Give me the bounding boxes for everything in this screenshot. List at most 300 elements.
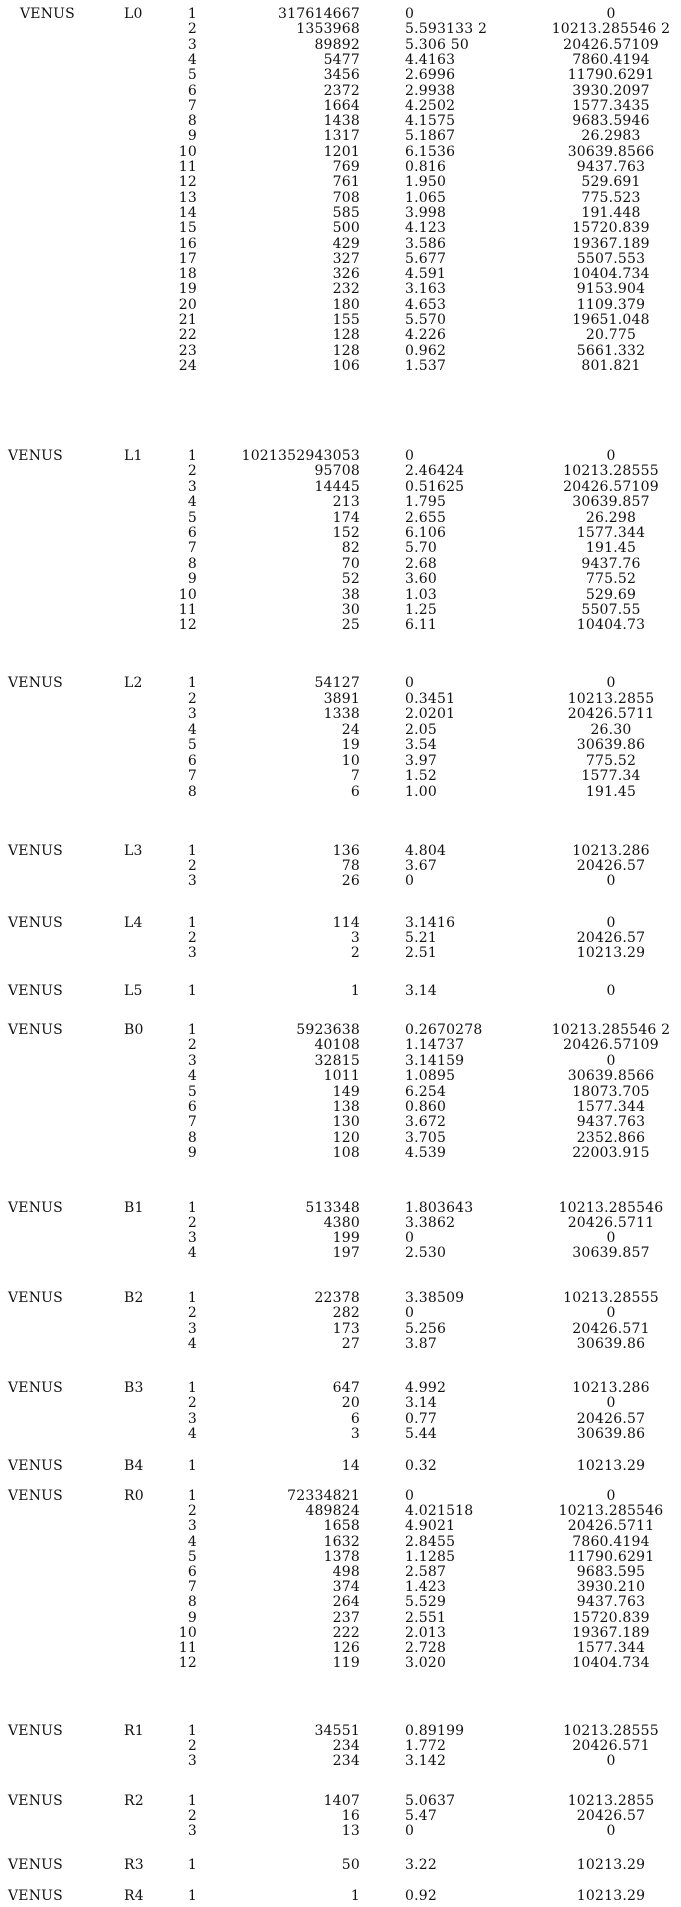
phase-b: 0 [405, 675, 415, 691]
table-row [0, 1738, 681, 1754]
term-index: 2 [187, 690, 197, 707]
table-row [0, 540, 681, 556]
term-index: 1 [187, 1488, 197, 1504]
phase-b: 1.52 [405, 768, 437, 784]
table-row [0, 768, 681, 784]
planet-label: VENUS [8, 1458, 63, 1474]
amplitude-a: 761 [332, 174, 360, 191]
frequency-c: 1577.34 [581, 768, 641, 784]
series-label: R3 [124, 1857, 144, 1873]
table-row [0, 1808, 681, 1824]
amplitude-a: 234 [332, 1738, 360, 1755]
planet-label: VENUS [8, 1488, 63, 1504]
table-row [0, 6, 681, 22]
amplitude-a: 769 [332, 159, 360, 175]
table-row [0, 1336, 681, 1352]
amplitude-a: 237 [332, 1609, 360, 1626]
series-label: B4 [124, 1458, 144, 1474]
frequency-c: 1109.379 [576, 296, 646, 313]
planet-label: VENUS [8, 1888, 63, 1904]
term-index: 14 [178, 204, 197, 221]
phase-b: 4.021518 [405, 1503, 474, 1520]
amplitude-a: 489824 [305, 1503, 360, 1520]
table-row [0, 1380, 681, 1396]
phase-b: 0 [405, 1230, 415, 1246]
amplitude-a: 1353968 [296, 21, 360, 38]
frequency-c: 5507.55 [581, 602, 641, 618]
term-index: 22 [178, 327, 197, 344]
amplitude-a: 152 [332, 525, 360, 541]
phase-b: 6.106 [405, 525, 447, 541]
term-index: 3 [187, 1320, 197, 1337]
frequency-c: 30639.8566 [567, 1068, 655, 1085]
phase-b: 1.772 [405, 1738, 447, 1755]
table-row [0, 52, 681, 68]
phase-b: 6.254 [405, 1083, 447, 1100]
table-row [0, 510, 681, 526]
amplitude-a: 264 [332, 1594, 360, 1611]
term-index: 3 [187, 873, 197, 889]
series-group-r2 [0, 1793, 681, 1842]
series-group-r3 [0, 1857, 681, 1876]
term-index: 12 [178, 174, 197, 191]
term-index: 3 [187, 1230, 197, 1246]
term-index: 4 [187, 1068, 197, 1085]
frequency-c: 775.52 [585, 752, 637, 769]
phase-b: 3.705 [405, 1129, 447, 1146]
amplitude-a: 1 [350, 983, 360, 999]
amplitude-a: 72334821 [287, 1488, 360, 1504]
phase-b: 1.25 [405, 602, 437, 618]
planet-label: VENUS [8, 983, 63, 999]
frequency-c: 20426.5711 [567, 1518, 655, 1535]
term-index: 2 [187, 1738, 197, 1755]
term-index: 3 [187, 1410, 197, 1427]
frequency-c: 3930.2097 [572, 82, 650, 99]
frequency-c: 9683.595 [576, 1564, 646, 1580]
series-group-b1 [0, 1200, 681, 1264]
term-index: 6 [187, 82, 197, 99]
amplitude-a: 25 [341, 617, 360, 634]
phase-b: 5.0637 [405, 1793, 456, 1809]
planet-label: VENUS [20, 6, 75, 22]
phase-b: 0.32 [405, 1458, 437, 1474]
amplitude-a: 500 [332, 220, 360, 237]
frequency-c: 20426.5711 [567, 706, 655, 722]
term-index: 20 [178, 296, 197, 313]
frequency-c: 9437.763 [576, 1594, 646, 1611]
amplitude-a: 222 [332, 1624, 360, 1641]
table-row [0, 587, 681, 603]
phase-b: 1.803643 [405, 1200, 474, 1216]
frequency-c: 0 [606, 1488, 616, 1504]
frequency-c: 20426.57109 [563, 36, 659, 53]
table-row [0, 1458, 681, 1474]
frequency-c: 10213.29 [576, 1857, 646, 1873]
table-row [0, 1610, 681, 1626]
frequency-c: 15720.839 [572, 220, 650, 237]
term-index: 6 [187, 752, 197, 769]
phase-b: 2.6996 [405, 67, 456, 84]
table-row [0, 1114, 681, 1130]
amplitude-a: 1632 [323, 1533, 360, 1550]
term-index: 1 [187, 983, 197, 999]
phase-b: 1.537 [405, 357, 447, 374]
phase-b: 4.992 [405, 1380, 447, 1396]
table-row [0, 1518, 681, 1534]
phase-b: 0.816 [405, 159, 447, 175]
amplitude-a: 108 [332, 1145, 360, 1162]
amplitude-a: 282 [332, 1305, 360, 1322]
planet-label: VENUS [8, 1380, 63, 1396]
phase-b: 2.551 [405, 1609, 447, 1626]
term-index: 1 [187, 1200, 197, 1216]
frequency-c: 7860.4194 [572, 51, 650, 68]
table-row [0, 251, 681, 267]
phase-b: 3.14159 [405, 1052, 465, 1069]
amplitude-a: 234 [332, 1753, 360, 1770]
term-index: 1 [187, 843, 197, 859]
series-group-b4 [0, 1458, 681, 1477]
series-label: R1 [124, 1723, 144, 1739]
phase-b: 1.03 [405, 586, 437, 603]
planet-label: VENUS [8, 915, 63, 931]
term-index: 6 [187, 525, 197, 541]
table-row [0, 1200, 681, 1216]
table-row [0, 297, 681, 313]
amplitude-a: 374 [332, 1579, 360, 1596]
amplitude-a: 126 [332, 1640, 360, 1656]
term-index: 3 [187, 945, 197, 961]
term-index: 5 [187, 737, 197, 753]
frequency-c: 20.775 [585, 327, 637, 344]
term-index: 4 [187, 1336, 197, 1353]
frequency-c: 10404.734 [572, 266, 650, 283]
frequency-c: 1577.344 [576, 525, 646, 541]
table-row [0, 1245, 681, 1261]
series-label: L5 [124, 983, 143, 999]
series-label: R2 [124, 1793, 144, 1809]
frequency-c: 10213.285546 2 [551, 21, 671, 38]
series-label: L2 [124, 675, 143, 691]
amplitude-a: 89892 [314, 36, 360, 53]
table-row [0, 1022, 681, 1038]
term-index: 5 [187, 509, 197, 526]
term-index: 7 [187, 768, 197, 784]
term-index: 10 [178, 586, 197, 603]
term-index: 19 [178, 281, 197, 298]
phase-b: 3.14 [405, 983, 437, 999]
amplitude-a: 128 [332, 342, 360, 359]
amplitude-a: 155 [332, 312, 360, 328]
phase-b: 5.47 [405, 1808, 437, 1824]
frequency-c: 11790.6291 [567, 67, 655, 84]
table-row [0, 1640, 681, 1656]
term-index: 15 [178, 220, 197, 237]
table-row [0, 1215, 681, 1231]
amplitude-a: 708 [332, 189, 360, 206]
frequency-c: 0 [606, 915, 616, 931]
table-row [0, 113, 681, 129]
frequency-c: 20426.57 [576, 1808, 646, 1824]
phase-b: 0.860 [405, 1099, 447, 1115]
phase-b: 0.3451 [405, 690, 456, 707]
series-group-l5 [0, 983, 681, 1002]
table-row [0, 556, 681, 572]
frequency-c: 20426.57109 [563, 478, 659, 495]
table-row [0, 722, 681, 738]
series-group-l0 [0, 6, 681, 377]
table-row [0, 448, 681, 464]
table-row [0, 128, 681, 144]
phase-b: 3.67 [405, 858, 437, 874]
frequency-c: 19367.189 [572, 1624, 650, 1641]
amplitude-a: 585 [332, 204, 360, 221]
term-index: 2 [187, 1395, 197, 1412]
table-row [0, 784, 681, 800]
table-row [0, 190, 681, 206]
frequency-c: 0 [606, 1823, 616, 1839]
table-row [0, 1411, 681, 1427]
frequency-c: 10213.29 [576, 1458, 646, 1474]
frequency-c: 10213.285546 2 [551, 1022, 671, 1038]
term-index: 2 [187, 858, 197, 874]
term-index: 1 [187, 915, 197, 931]
phase-b: 2.013 [405, 1624, 447, 1641]
frequency-c: 0 [606, 1395, 616, 1412]
table-row [0, 1321, 681, 1337]
term-index: 2 [187, 21, 197, 38]
term-index: 2 [187, 930, 197, 946]
term-index: 11 [178, 159, 197, 175]
phase-b: 6.1536 [405, 143, 456, 160]
frequency-c: 801.821 [581, 357, 641, 374]
term-index: 1 [187, 1290, 197, 1306]
term-index: 3 [187, 36, 197, 53]
phase-b: 4.123 [405, 220, 447, 237]
amplitude-a: 2 [350, 945, 360, 961]
frequency-c: 9683.5946 [572, 113, 650, 130]
table-row [0, 1230, 681, 1246]
phase-b: 1.00 [405, 783, 437, 800]
amplitude-a: 6 [350, 1410, 360, 1427]
frequency-c: 191.448 [581, 204, 641, 221]
term-index: 21 [178, 312, 197, 328]
table-row [0, 843, 681, 859]
term-index: 3 [187, 478, 197, 495]
frequency-c: 0 [606, 873, 616, 889]
series-label: B2 [124, 1290, 144, 1306]
amplitude-a: 1438 [323, 113, 360, 130]
amplitude-a: 3 [350, 1426, 360, 1443]
term-index: 7 [187, 1114, 197, 1131]
series-group-b3 [0, 1380, 681, 1446]
table-row [0, 1068, 681, 1084]
planet-label: VENUS [8, 1022, 63, 1038]
term-index: 1 [187, 1793, 197, 1809]
term-index: 2 [187, 463, 197, 480]
amplitude-a: 10 [341, 752, 360, 769]
term-index: 1 [187, 1380, 197, 1396]
frequency-c: 10213.286 [572, 1380, 650, 1396]
table-row [0, 1130, 681, 1146]
term-index: 3 [187, 1052, 197, 1069]
amplitude-a: 197 [332, 1245, 360, 1261]
frequency-c: 20426.571 [572, 1738, 650, 1755]
table-row [0, 1793, 681, 1809]
table-row [0, 1888, 681, 1904]
phase-b: 2.655 [405, 509, 447, 526]
table-row [0, 617, 681, 633]
amplitude-a: 3891 [323, 690, 360, 707]
phase-b: 5.570 [405, 312, 447, 328]
amplitude-a: 130 [332, 1114, 360, 1131]
amplitude-a: 52 [341, 571, 360, 588]
series-group-r0 [0, 1488, 681, 1674]
phase-b: 0 [405, 873, 415, 889]
term-index: 8 [187, 1129, 197, 1146]
table-row [0, 83, 681, 99]
phase-b: 5.593133 2 [405, 21, 488, 38]
table-row [0, 1305, 681, 1321]
amplitude-a: 647 [332, 1380, 360, 1396]
phase-b: 3.14 [405, 1395, 437, 1412]
frequency-c: 9437.763 [576, 159, 646, 175]
table-row [0, 1426, 681, 1442]
term-index: 1 [187, 6, 197, 22]
table-row [0, 691, 681, 707]
amplitude-a: 32815 [314, 1052, 360, 1069]
table-row [0, 327, 681, 343]
table-row [0, 753, 681, 769]
table-row [0, 873, 681, 889]
phase-b: 2.51 [405, 945, 437, 961]
frequency-c: 20426.5711 [567, 1215, 655, 1231]
term-index: 3 [187, 706, 197, 722]
table-row [0, 1753, 681, 1769]
frequency-c: 10213.285546 [558, 1200, 664, 1216]
series-label: L1 [124, 448, 143, 464]
frequency-c: 15720.839 [572, 1609, 650, 1626]
frequency-c: 5507.553 [576, 250, 646, 267]
series-group-r1 [0, 1723, 681, 1773]
frequency-c: 30639.8566 [567, 143, 655, 160]
frequency-c: 7860.4194 [572, 1533, 650, 1550]
term-index: 4 [187, 494, 197, 511]
term-index: 7 [187, 1579, 197, 1596]
term-index: 10 [178, 1624, 197, 1641]
table-row [0, 98, 681, 114]
frequency-c: 10213.29 [576, 1888, 646, 1904]
phase-b: 3.97 [405, 752, 437, 769]
term-index: 17 [178, 250, 197, 267]
frequency-c: 0 [606, 1753, 616, 1770]
term-index: 5 [187, 1083, 197, 1100]
frequency-c: 10213.285546 [558, 1503, 664, 1520]
table-row [0, 1534, 681, 1550]
amplitude-a: 1 [350, 1888, 360, 1904]
frequency-c: 26.30 [590, 721, 632, 738]
amplitude-a: 174 [332, 509, 360, 526]
amplitude-a: 1664 [323, 97, 360, 114]
amplitude-a: 1201 [323, 143, 360, 160]
term-index: 12 [178, 1655, 197, 1672]
frequency-c: 529.69 [585, 586, 637, 603]
amplitude-a: 1011 [323, 1068, 360, 1085]
amplitude-a: 149 [332, 1083, 360, 1100]
series-label: R4 [124, 1888, 144, 1904]
frequency-c: 10213.28555 [563, 463, 659, 480]
phase-b: 0.2670278 [405, 1022, 483, 1038]
amplitude-a: 78 [341, 858, 360, 874]
amplitude-a: 5477 [323, 51, 360, 68]
table-row [0, 1723, 681, 1739]
table-row [0, 21, 681, 37]
amplitude-a: 119 [332, 1655, 360, 1672]
term-index: 13 [178, 189, 197, 206]
term-index: 7 [187, 540, 197, 557]
term-index: 2 [187, 1503, 197, 1520]
term-index: 2 [187, 1808, 197, 1824]
amplitude-a: 1407 [323, 1793, 360, 1809]
phase-b: 6.11 [405, 617, 437, 634]
frequency-c: 1577.344 [576, 1099, 646, 1115]
table-row [0, 343, 681, 359]
amplitude-a: 70 [341, 555, 360, 572]
amplitude-a: 14445 [314, 478, 360, 495]
frequency-c: 0 [606, 983, 616, 999]
term-index: 18 [178, 266, 197, 283]
phase-b: 4.9021 [405, 1518, 456, 1535]
table-row [0, 463, 681, 479]
table-row [0, 1395, 681, 1411]
table-row [0, 67, 681, 83]
term-index: 9 [187, 1145, 197, 1162]
frequency-c: 10404.73 [576, 617, 646, 634]
planet-label: VENUS [8, 1857, 63, 1873]
table-row [0, 1053, 681, 1069]
phase-b: 1.1285 [405, 1548, 456, 1565]
phase-b: 5.70 [405, 540, 437, 557]
amplitude-a: 5923638 [296, 1022, 360, 1038]
table-row [0, 1823, 681, 1839]
phase-b: 5.677 [405, 250, 447, 267]
amplitude-a: 429 [332, 235, 360, 252]
term-index: 24 [178, 357, 197, 374]
table-row [0, 1625, 681, 1641]
amplitude-a: 327 [332, 250, 360, 267]
phase-b: 1.795 [405, 494, 447, 511]
phase-b: 0.51625 [405, 478, 465, 495]
table-row [0, 1857, 681, 1873]
term-index: 1 [187, 1022, 197, 1038]
phase-b: 1.065 [405, 189, 447, 206]
phase-b: 3.87 [405, 1336, 437, 1353]
amplitude-a: 38 [341, 586, 360, 603]
phase-b: 0 [405, 6, 415, 22]
frequency-c: 3930.210 [576, 1579, 646, 1596]
series-group-b2 [0, 1290, 681, 1356]
term-index: 23 [178, 342, 197, 359]
term-index: 6 [187, 1564, 197, 1580]
table-row [0, 1594, 681, 1610]
frequency-c: 9437.76 [581, 555, 641, 572]
phase-b: 2.8455 [405, 1533, 456, 1550]
table-row [0, 266, 681, 282]
frequency-c: 775.523 [581, 189, 641, 206]
table-row [0, 1099, 681, 1115]
amplitude-a: 326 [332, 266, 360, 283]
